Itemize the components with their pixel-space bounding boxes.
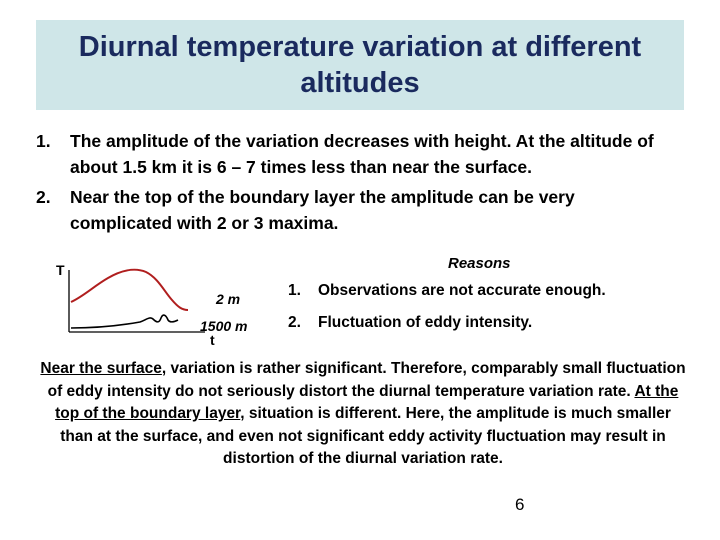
surface-temperature-curve [71,270,188,310]
key-points-list [36,128,676,240]
list-item-text: Near the top of the boundary layer the amplitude can be very complicated with 2 or 3 maxima. [70,187,575,233]
list-item-number: 2. [36,187,51,207]
diurnal-variation-sketch [50,258,270,348]
underlined-phrase-surface: Near the surface [40,360,162,377]
list-item-number: 1. [36,131,51,151]
x-axis-label: t [210,332,215,348]
list-item [36,184,676,236]
upper-level-temperature-curve [71,315,178,328]
y-axis-label: T [56,262,65,278]
underlined-phrase-boundary-top: At the top of the boundary layer [55,382,679,422]
page-number: 6 [515,495,525,514]
list-item-text: Observations are not accurate enough. [318,282,606,299]
curve-label-1500m: 1500 m [200,318,248,334]
list-item [288,312,688,334]
paragraph-text: , variation is rather significant. Therefore, comparably small fluctuation of eddy intensity do not seriously distort the diurnal temperature variation rate. [47,360,686,400]
title-banner [36,20,684,110]
curve-label-2m: 2 m [216,291,241,307]
reasons-list [288,280,688,344]
list-item-text: The amplitude of the variation decreases with height. At the altitude of about 1.5 km it is 6 – 7 times less than near the surface. [70,131,654,177]
reasons-heading: Reasons [448,255,511,272]
explanation-paragraph [40,358,686,471]
paragraph-text: , situation is different. Here, the amplitude is much smaller than at the surface, and even not significant eddy activity fluctuation may result in distortion of the diurnal variation rate. [60,405,671,467]
list-item [288,280,688,302]
list-item-number: 1. [288,282,301,299]
list-item-number: 2. [288,314,301,331]
slide-title: Diurnal temperature variation at different altitudes [78,31,642,99]
list-item [36,128,676,180]
list-item-text: Fluctuation of eddy intensity. [318,314,533,331]
